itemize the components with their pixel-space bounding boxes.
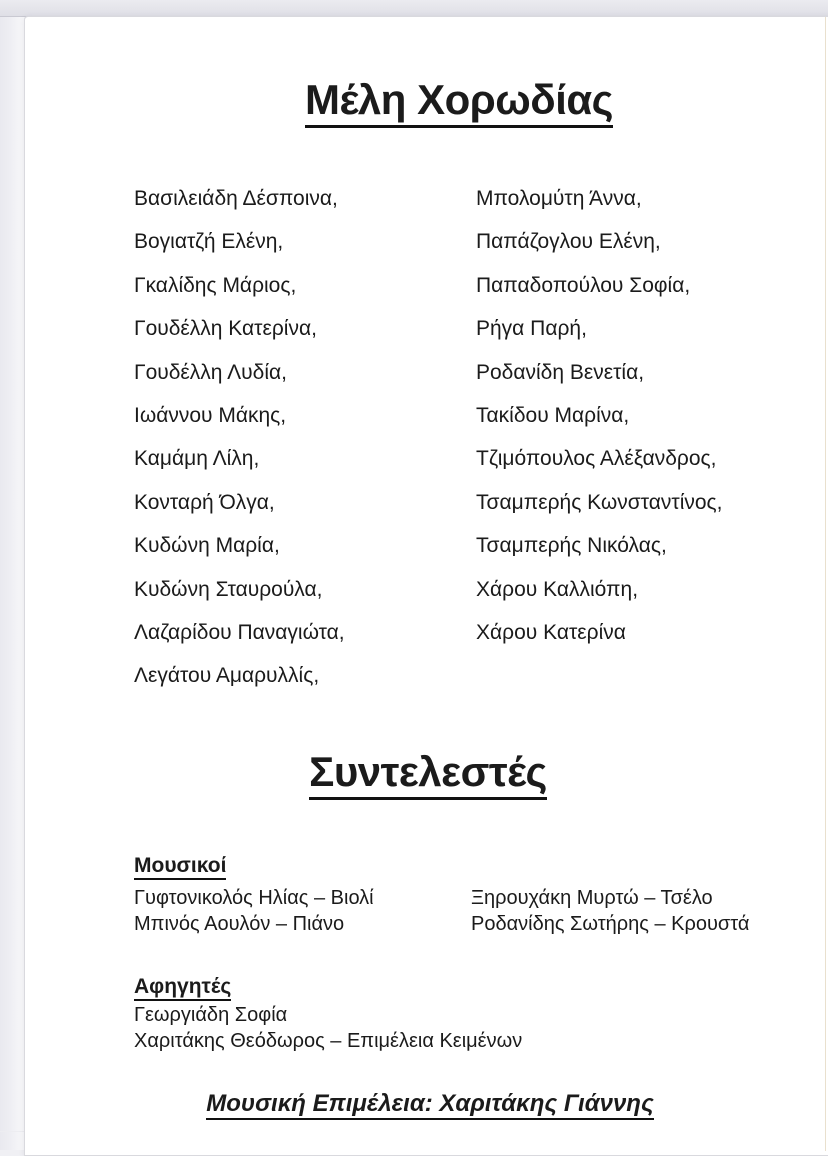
viewer-left-gutter (0, 16, 24, 1150)
credits-title-text: Συντελεστές (309, 748, 547, 800)
music-editor-line (25, 1089, 828, 1119)
members-title-text: Μέλη Χορωδίας (305, 76, 613, 128)
member-name: Λαζαρίδου Παναγιώτα, (134, 611, 345, 654)
members-list-right (476, 177, 723, 654)
member-name: Γουδέλλη Λυδία, (134, 351, 345, 394)
member-name: Βογιατζή Ελένη, (134, 220, 345, 263)
musician-credit: Ροδανίδης Σωτήρης – Κρουστά (471, 911, 749, 937)
musicians-list-left (134, 885, 374, 937)
member-name: Ρήγα Παρή, (476, 307, 723, 350)
music-editor-text: Μουσική Επιμέλεια: Χαριτάκης Γιάννης (206, 1090, 653, 1120)
member-name: Καμάμη Λίλη, (134, 437, 345, 480)
member-name: Ιωάννου Μάκης, (134, 394, 345, 437)
members-list-left (134, 177, 345, 698)
member-name: Παπάζογλου Ελένη, (476, 220, 723, 263)
page-edge-accent-line (825, 17, 826, 1151)
member-name: Χάρου Καλλιόπη, (476, 568, 723, 611)
member-name: Γουδέλλη Κατερίνα, (134, 307, 345, 350)
narrator-credit: Χαριτάκης Θεόδωρος – Επιμέλεια Κειμένων (134, 1029, 522, 1055)
musician-credit: Ξηρουχάκη Μυρτώ – Τσέλο (471, 885, 749, 911)
member-name: Κυδώνη Σταυρούλα, (134, 568, 345, 611)
narrator-credit: Γεωργιάδη Σοφία (134, 1003, 522, 1029)
musician-credit: Μπινός Αουλόν – Πιάνο (134, 911, 374, 937)
musician-credit: Γυφτονικολός Ηλίας – Βιολί (134, 885, 374, 911)
member-name: Μπολομύτη Άννα, (476, 177, 723, 220)
credits-title (25, 747, 828, 797)
member-name: Βασιλειάδη Δέσποινα, (134, 177, 345, 220)
viewer-top-band (0, 0, 828, 17)
narrators-heading-text: Αφηγητές (134, 975, 231, 1001)
member-name: Χάρου Κατερίνα (476, 611, 723, 654)
member-name: Τζιμόπουλος Αλέξανδρος, (476, 437, 723, 480)
member-name: Παπαδοπούλου Σοφία, (476, 264, 723, 307)
member-name: Γκαλίδης Μάριος, (134, 264, 345, 307)
member-name: Κυδώνη Μαρία, (134, 524, 345, 567)
member-name: Τσαμπερής Νικόλας, (476, 524, 723, 567)
member-name: Κονταρή Όλγα, (134, 481, 345, 524)
musicians-list-right (471, 885, 749, 937)
member-name: Λεγάτου Αμαρυλλίς, (134, 654, 345, 697)
narrators-list (134, 1003, 522, 1054)
member-name: Τακίδου Μαρίνα, (476, 394, 723, 437)
narrators-heading (134, 973, 231, 1000)
musicians-heading-text: Μουσικοί (134, 854, 226, 880)
document-page (24, 16, 828, 1156)
musicians-heading (134, 852, 226, 879)
member-name: Τσαμπερής Κωνσταντίνος, (476, 481, 723, 524)
member-name: Ροδανίδη Βενετία, (476, 351, 723, 394)
members-title (25, 75, 828, 125)
